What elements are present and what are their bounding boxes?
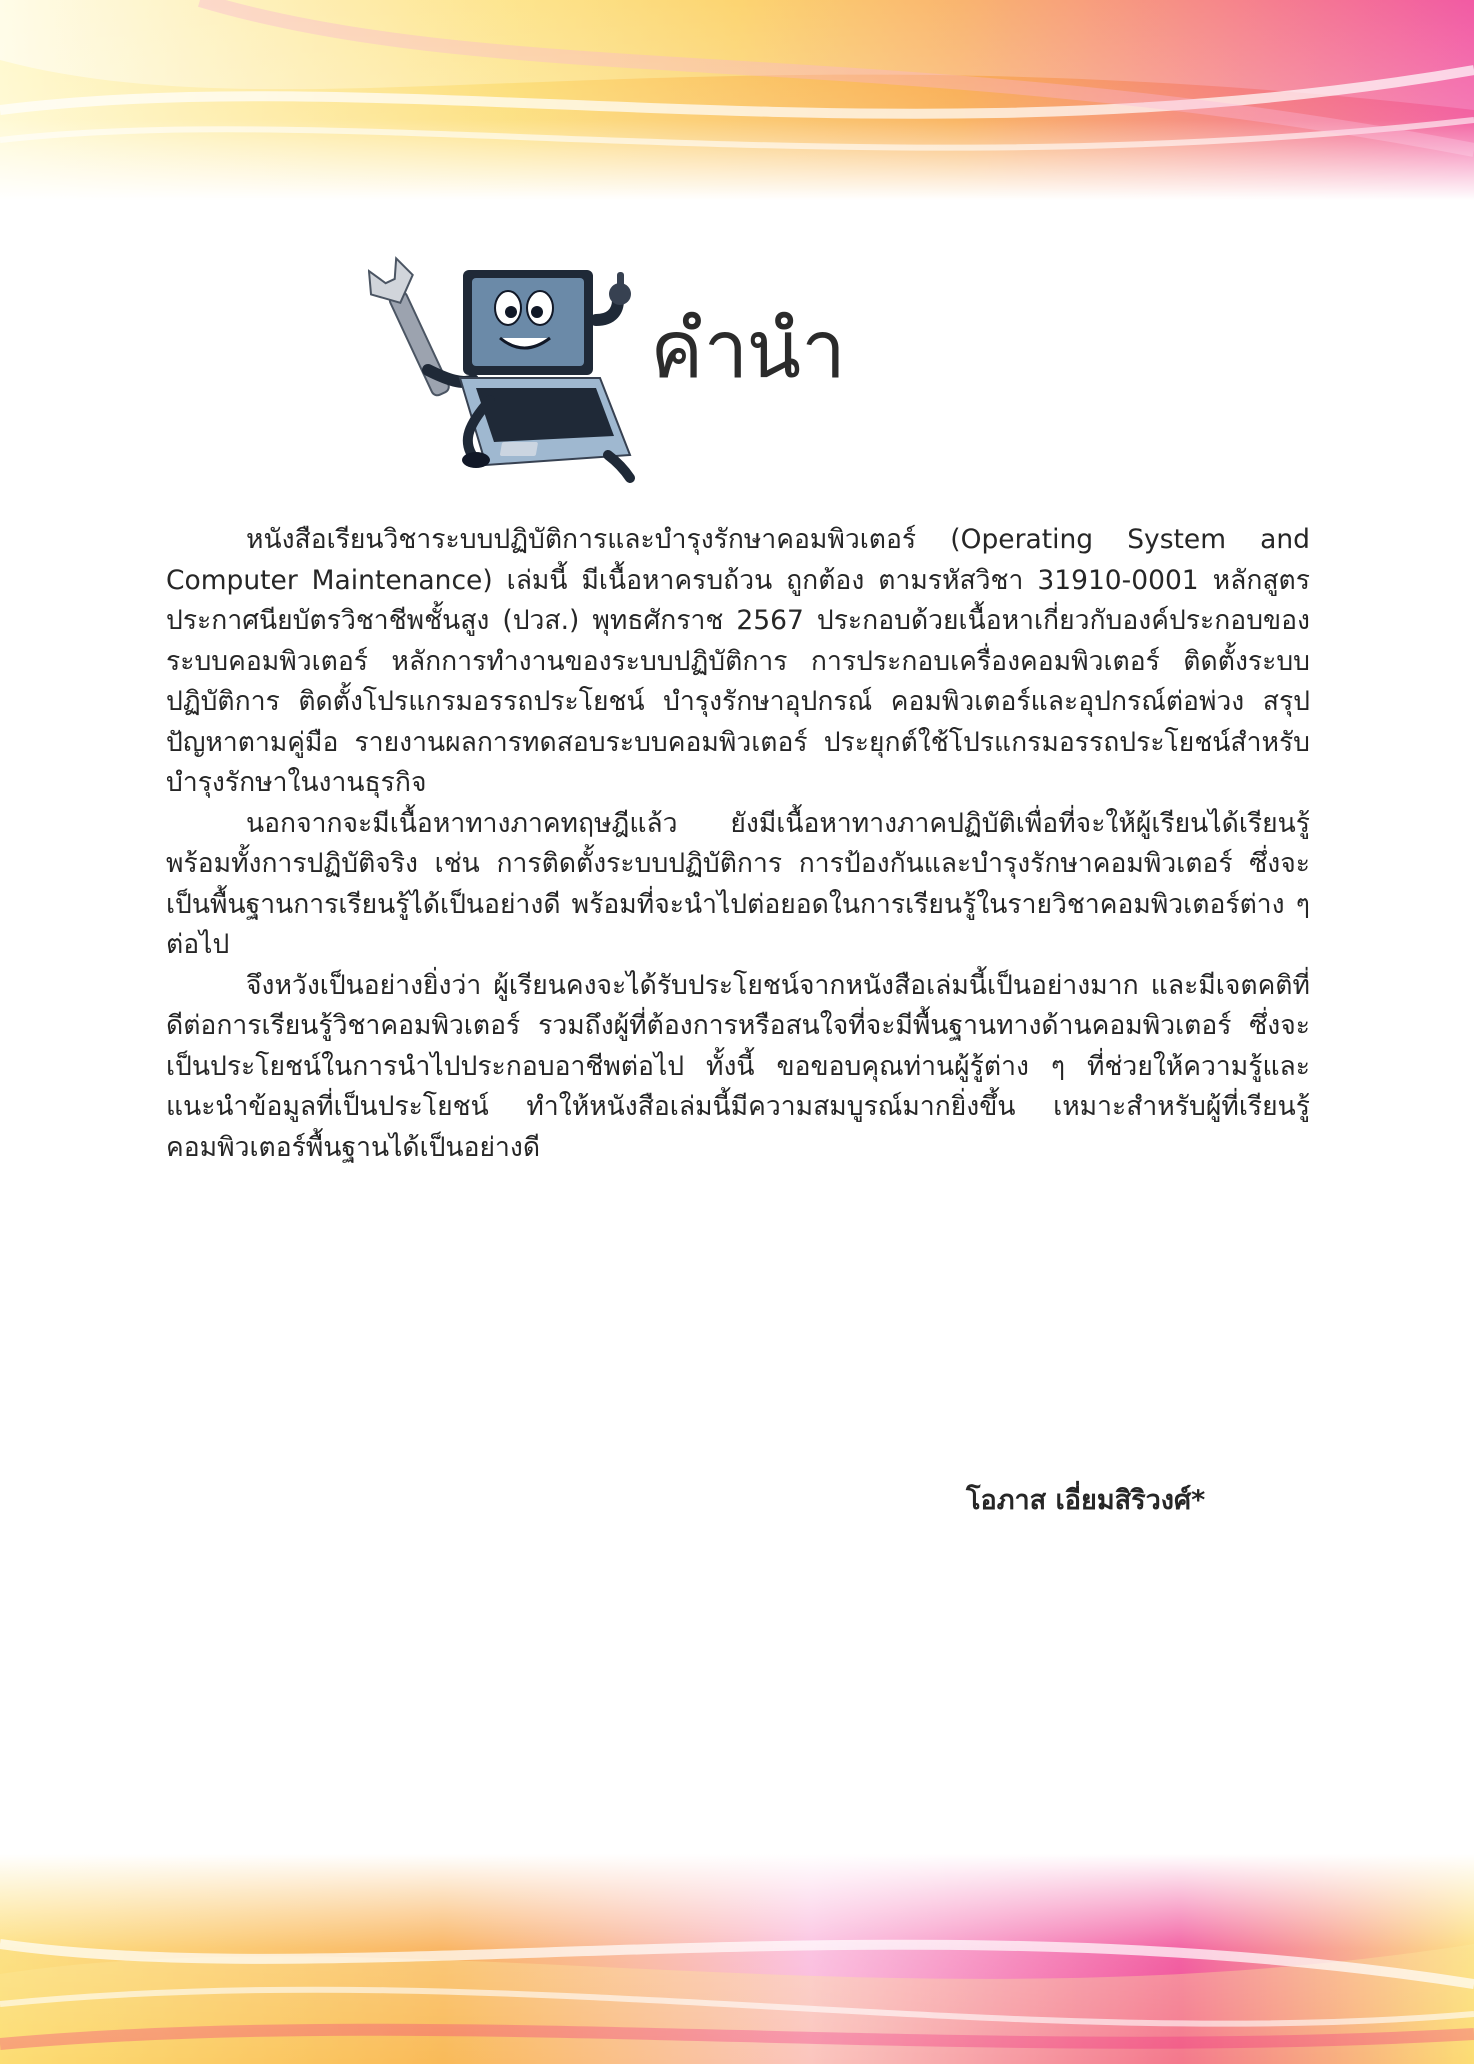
top-decorative-band xyxy=(0,0,1474,200)
paragraph-1: หนังสือเรียนวิชาระบบปฏิบัติการและบำรุงรักษาคอมพิวเตอร์ (Operating System and Computer Maintenance) เล่มนี้ มีเนื้อหาครบถ้วน ถูกต้อง ตามรหัสวิชา 31910-0001 หลักสูตรประกาศนียบัตรวิชาชีพชั้นสูง (ปวส.) พุทธศักราช 2567 ประกอบด้วยเนื้อหาเกี่ยวกับองค์ประกอบของระบบคอมพิวเตอร์ หลักการทำงานของระบบปฏิบัติการ การประกอบเครื่องคอมพิวเตอร์ ติดตั้งระบบปฏิบัติการ ติดตั้งโปรแกรมอรรถประโยชน์ บำรุงรักษาอุปกรณ์ คอมพิวเตอร์และอุปกรณ์ต่อพ่วง สรุปปัญหาตามคู่มือ รายงานผลการทดสอบระบบคอมพิวเตอร์ ประยุกต์ใช้โปรแกรมอรรถประโยชน์สำหรับบำรุงรักษาในงานธุรกิจ xyxy=(166,524,1310,798)
laptop-mascot-icon xyxy=(368,250,638,485)
body-text xyxy=(166,520,1310,1168)
paragraph-2: นอกจากจะมีเนื้อหาทางภาคทฤษฎีแล้ว ยังมีเนื้อหาทางภาคปฏิบัติเพื่อที่จะให้ผู้เรียนได้เรียนรู้พร้อมทั้งการปฏิบัติจริง เช่น การติดตั้งระบบปฏิบัติการ การป้องกันและบำรุงรักษาคอมพิวเตอร์ ซึ่งจะเป็นพื้นฐานการเรียนรู้ได้เป็นอย่างดี พร้อมที่จะนำไปต่อยอดในการเรียนรู้ในรายวิชาคอมพิวเตอร์ต่าง ๆ ต่อไป xyxy=(166,807,1310,960)
paragraph-3: จึงหวังเป็นอย่างยิ่งว่า ผู้เรียนคงจะได้รับประโยชน์จากหนังสือเล่มนี้เป็นอย่างมาก และมีเจตคติที่ดีต่อการเรียนรู้วิชาคอมพิวเตอร์ รวมถึงผู้ที่ต้องการหรือสนใจที่จะมีพื้นฐานทางด้านคอมพิวเตอร์ ซึ่งจะเป็นประโยชน์ในการนำไปประกอบอาชีพต่อไป ทั้งนี้ ขอขอบคุณท่านผู้รู้ต่าง ๆ ที่ช่วยให้ความรู้และแนะนำข้อมูลที่เป็นประโยชน์ ทำให้หนังสือเล่มนี้มีความสมบูรณ์มากยิ่งขึ้น เหมาะสำหรับผู้ที่เรียนรู้คอมพิวเตอร์พื้นฐานได้เป็นอย่างดี xyxy=(166,969,1310,1163)
author-signature: โอภาส เอี่ยมสิริวงศ์* xyxy=(966,1485,1206,1516)
title-area xyxy=(368,250,848,485)
page-title: คำนำ xyxy=(650,303,845,396)
bottom-decorative-band xyxy=(0,1854,1474,2064)
